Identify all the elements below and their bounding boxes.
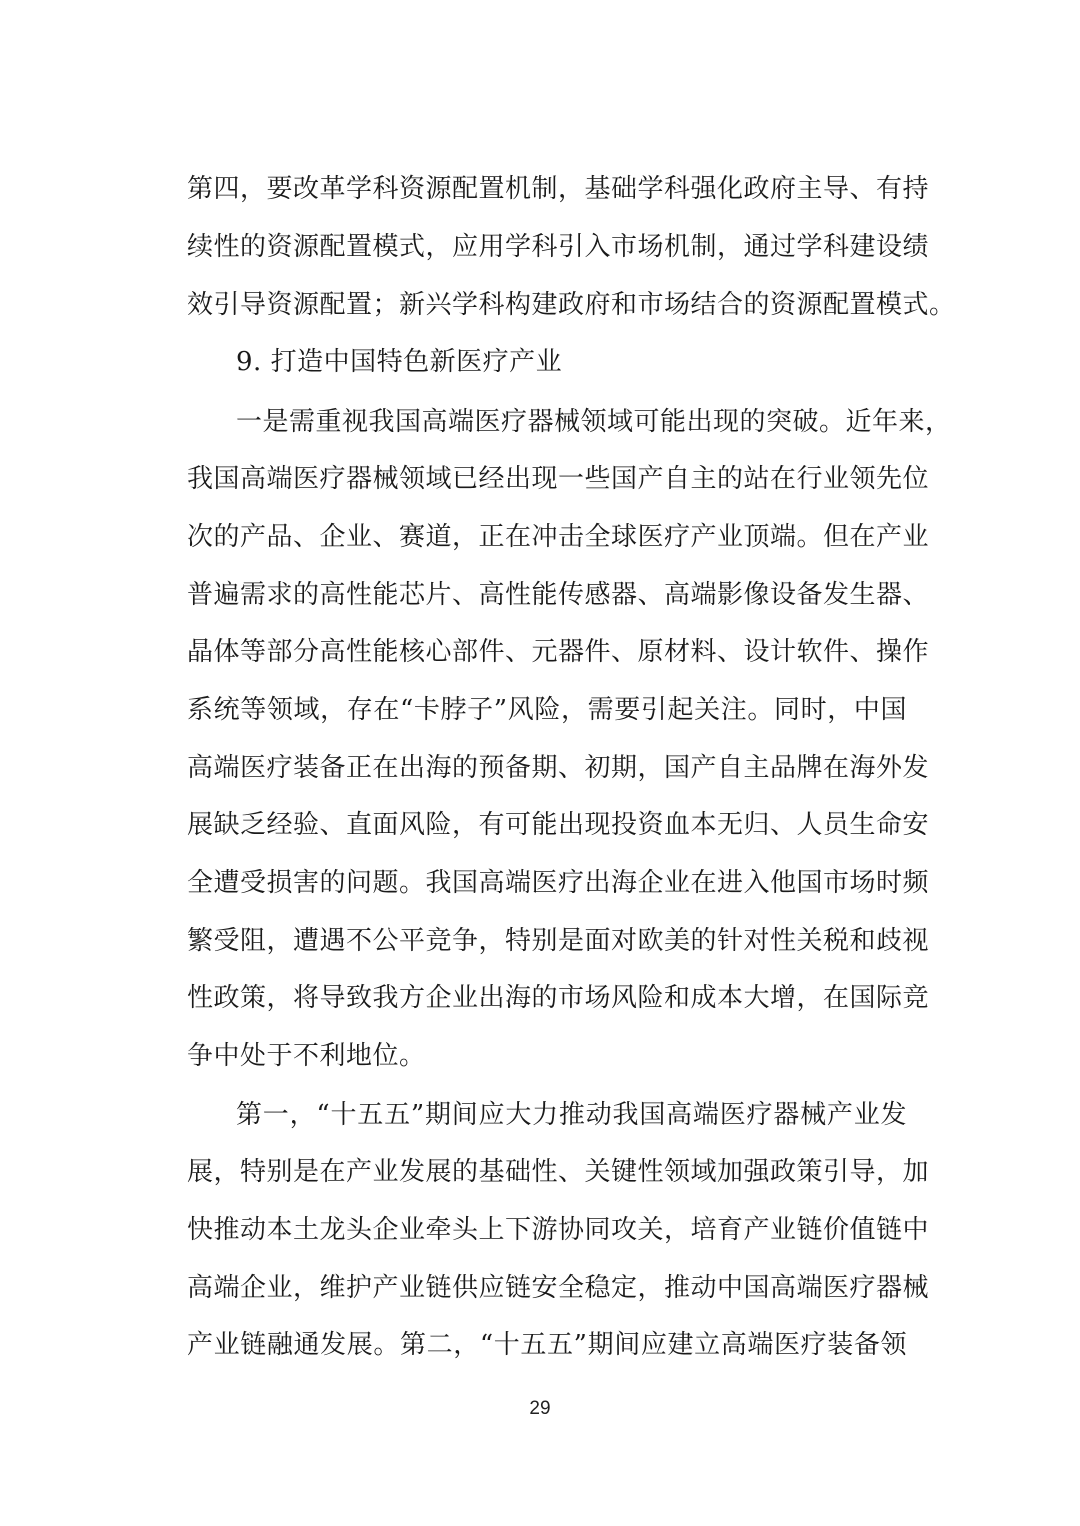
page-number: 29 — [529, 1398, 551, 1419]
text-line: 产业链融通发展。第二，“十五五”期间应建立高端医疗装备领 — [187, 1330, 907, 1360]
text-line: 展缺乏经验、直面风险，有可能出现投资血本无归、人员生命安 — [187, 810, 930, 840]
text-line: 普遍需求的高性能芯片、高性能传感器、高端影像设备发生器、 — [187, 580, 930, 610]
text-line: 高端企业，维护产业链供应链安全稳定，推动中国高端医疗器械 — [187, 1273, 930, 1303]
text-line: 第四，要改革学科资源配置机制，基础学科强化政府主导、有持 — [187, 174, 930, 204]
text-line: 我国高端医疗器械领域已经出现一些国产自主的站在行业领先位 — [187, 464, 930, 494]
text-line: 快推动本土龙头企业牵头上下游协同攻关，培育产业链价值链中 — [187, 1215, 930, 1245]
text-line: 展，特别是在产业发展的基础性、关键性领域加强政策引导，加 — [187, 1157, 930, 1187]
text-line: 次的产品、企业、赛道，正在冲击全球医疗产业顶端。但在产业 — [187, 522, 930, 552]
text-line: 系统等领域，存在“卡脖子”风险，需要引起关注。同时，中国 — [187, 695, 907, 725]
text-line: 繁受阻，遭遇不公平竞争，特别是面对欧美的针对性关税和歧视 — [187, 926, 930, 956]
section-heading: 9. 打造中国特色新医疗产业 — [236, 347, 563, 377]
text-line: 第一，“十五五”期间应大力推动我国高端医疗器械产业发 — [236, 1100, 907, 1130]
text-line: 高端医疗装备正在出海的预备期、初期，国产自主品牌在海外发 — [187, 753, 930, 783]
text-line: 效引导资源配置；新兴学科构建政府和市场结合的资源配置模式。 — [187, 290, 956, 320]
text-line: 全遭受损害的问题。我国高端医疗出海企业在进入他国市场时频 — [187, 868, 930, 898]
text-line: 性政策，将导致我方企业出海的市场风险和成本大增，在国际竞 — [187, 983, 930, 1013]
text-line: 一是需重视我国高端医疗器械领域可能出现的突破。近年来， — [236, 407, 952, 437]
text-line: 晶体等部分高性能核心部件、元器件、原材料、设计软件、操作 — [187, 637, 930, 667]
text-line: 争中处于不利地位。 — [187, 1041, 426, 1071]
text-line: 续性的资源配置模式，应用学科引入市场机制，通过学科建设绩 — [187, 232, 930, 262]
